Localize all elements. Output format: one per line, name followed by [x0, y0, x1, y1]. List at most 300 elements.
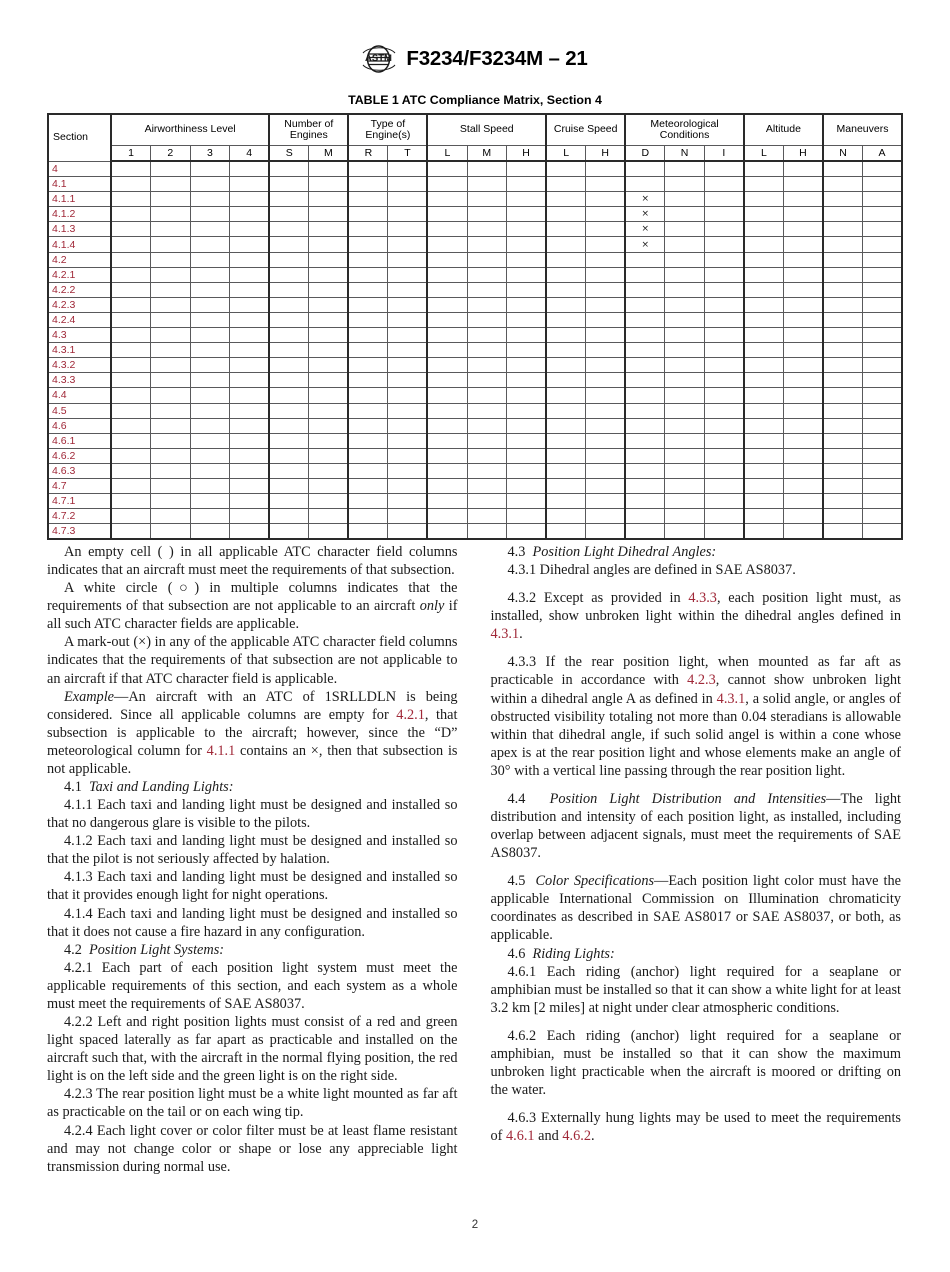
matrix-cell-number-of-engines-S[interactable]	[269, 448, 309, 463]
matrix-cell-cruise-speed-L[interactable]	[546, 267, 586, 282]
matrix-cell-maneuvers-A[interactable]	[863, 494, 903, 509]
matrix-cell-stall-speed-L[interactable]	[427, 192, 467, 207]
matrix-cell-type-of-engine-s--T[interactable]	[388, 222, 428, 237]
matrix-cell-airworthiness-level-3[interactable]	[190, 312, 230, 327]
matrix-cell-meteorological-conditions-N[interactable]	[665, 509, 705, 524]
matrix-cell-airworthiness-level-2[interactable]	[151, 478, 191, 493]
matrix-cell-type-of-engine-s--R[interactable]	[348, 297, 388, 312]
matrix-cell-airworthiness-level-1[interactable]	[111, 267, 151, 282]
matrix-cell-meteorological-conditions-N[interactable]	[665, 297, 705, 312]
matrix-cell-maneuvers-N[interactable]	[823, 328, 863, 343]
matrix-cell-stall-speed-L[interactable]	[427, 478, 467, 493]
matrix-cell-altitude-L[interactable]	[744, 403, 784, 418]
matrix-cell-number-of-engines-S[interactable]	[269, 192, 309, 207]
matrix-cell-stall-speed-M[interactable]	[467, 328, 507, 343]
matrix-cell-stall-speed-H[interactable]	[507, 433, 547, 448]
matrix-cell-cruise-speed-L[interactable]	[546, 509, 586, 524]
matrix-cell-altitude-H[interactable]	[783, 463, 823, 478]
matrix-cell-meteorological-conditions-D[interactable]	[625, 418, 665, 433]
matrix-cell-altitude-H[interactable]	[783, 237, 823, 252]
matrix-cell-meteorological-conditions-D[interactable]	[625, 509, 665, 524]
matrix-cell-airworthiness-level-2[interactable]	[151, 222, 191, 237]
matrix-cell-altitude-L[interactable]	[744, 524, 784, 540]
matrix-cell-maneuvers-A[interactable]	[863, 237, 903, 252]
matrix-cell-altitude-H[interactable]	[783, 177, 823, 192]
matrix-cell-airworthiness-level-4[interactable]	[230, 478, 270, 493]
matrix-cell-stall-speed-L[interactable]	[427, 312, 467, 327]
matrix-cell-airworthiness-level-4[interactable]	[230, 373, 270, 388]
matrix-cell-altitude-L[interactable]	[744, 267, 784, 282]
matrix-cell-type-of-engine-s--T[interactable]	[388, 312, 428, 327]
matrix-cell-stall-speed-M[interactable]	[467, 312, 507, 327]
matrix-cell-cruise-speed-H[interactable]	[586, 509, 626, 524]
matrix-cell-airworthiness-level-2[interactable]	[151, 433, 191, 448]
matrix-cell-maneuvers-A[interactable]	[863, 463, 903, 478]
matrix-cell-cruise-speed-L[interactable]	[546, 388, 586, 403]
matrix-cell-stall-speed-H[interactable]	[507, 312, 547, 327]
matrix-cell-airworthiness-level-4[interactable]	[230, 509, 270, 524]
matrix-cell-airworthiness-level-1[interactable]	[111, 312, 151, 327]
matrix-cell-number-of-engines-S[interactable]	[269, 494, 309, 509]
matrix-cell-altitude-L[interactable]	[744, 207, 784, 222]
matrix-cell-number-of-engines-M[interactable]	[309, 192, 349, 207]
matrix-cell-maneuvers-N[interactable]	[823, 222, 863, 237]
matrix-cell-number-of-engines-M[interactable]	[309, 222, 349, 237]
matrix-row-section[interactable]: 4.1	[48, 177, 111, 192]
matrix-cell-meteorological-conditions-D[interactable]: ×	[625, 237, 665, 252]
matrix-cell-stall-speed-M[interactable]	[467, 177, 507, 192]
matrix-cell-meteorological-conditions-I[interactable]	[704, 267, 744, 282]
matrix-cell-altitude-L[interactable]	[744, 373, 784, 388]
matrix-cell-airworthiness-level-4[interactable]	[230, 388, 270, 403]
matrix-cell-airworthiness-level-4[interactable]	[230, 448, 270, 463]
matrix-cell-stall-speed-H[interactable]	[507, 463, 547, 478]
matrix-cell-cruise-speed-H[interactable]	[586, 388, 626, 403]
matrix-cell-altitude-H[interactable]	[783, 403, 823, 418]
matrix-cell-meteorological-conditions-I[interactable]	[704, 448, 744, 463]
matrix-cell-meteorological-conditions-I[interactable]	[704, 403, 744, 418]
matrix-cell-airworthiness-level-3[interactable]	[190, 388, 230, 403]
matrix-cell-altitude-H[interactable]	[783, 192, 823, 207]
matrix-cell-cruise-speed-H[interactable]	[586, 373, 626, 388]
matrix-cell-airworthiness-level-3[interactable]	[190, 478, 230, 493]
matrix-cell-maneuvers-N[interactable]	[823, 161, 863, 177]
matrix-cell-airworthiness-level-3[interactable]	[190, 509, 230, 524]
matrix-cell-stall-speed-M[interactable]	[467, 433, 507, 448]
matrix-cell-number-of-engines-M[interactable]	[309, 328, 349, 343]
matrix-cell-airworthiness-level-4[interactable]	[230, 237, 270, 252]
matrix-cell-meteorological-conditions-N[interactable]	[665, 478, 705, 493]
matrix-cell-airworthiness-level-4[interactable]	[230, 524, 270, 540]
matrix-cell-type-of-engine-s--T[interactable]	[388, 478, 428, 493]
matrix-cell-type-of-engine-s--R[interactable]	[348, 343, 388, 358]
matrix-cell-cruise-speed-L[interactable]	[546, 192, 586, 207]
matrix-cell-airworthiness-level-2[interactable]	[151, 448, 191, 463]
matrix-cell-altitude-L[interactable]	[744, 282, 784, 297]
matrix-cell-meteorological-conditions-N[interactable]	[665, 373, 705, 388]
matrix-cell-airworthiness-level-3[interactable]	[190, 448, 230, 463]
matrix-row-section[interactable]: 4.3.1	[48, 343, 111, 358]
matrix-cell-stall-speed-L[interactable]	[427, 177, 467, 192]
matrix-cell-airworthiness-level-3[interactable]	[190, 267, 230, 282]
matrix-cell-altitude-L[interactable]	[744, 358, 784, 373]
matrix-cell-stall-speed-L[interactable]	[427, 222, 467, 237]
matrix-cell-airworthiness-level-2[interactable]	[151, 418, 191, 433]
matrix-cell-type-of-engine-s--T[interactable]	[388, 388, 428, 403]
matrix-cell-meteorological-conditions-D[interactable]	[625, 252, 665, 267]
matrix-cell-stall-speed-M[interactable]	[467, 237, 507, 252]
matrix-cell-stall-speed-H[interactable]	[507, 524, 547, 540]
matrix-cell-airworthiness-level-2[interactable]	[151, 207, 191, 222]
matrix-cell-type-of-engine-s--T[interactable]	[388, 267, 428, 282]
matrix-cell-stall-speed-H[interactable]	[507, 161, 547, 177]
matrix-cell-cruise-speed-L[interactable]	[546, 282, 586, 297]
matrix-cell-stall-speed-H[interactable]	[507, 448, 547, 463]
matrix-row-section[interactable]: 4.6.2	[48, 448, 111, 463]
matrix-cell-airworthiness-level-4[interactable]	[230, 418, 270, 433]
matrix-cell-altitude-H[interactable]	[783, 297, 823, 312]
matrix-cell-altitude-H[interactable]	[783, 418, 823, 433]
cross-ref-421[interactable]: 4.2.1	[396, 706, 425, 723]
matrix-cell-type-of-engine-s--T[interactable]	[388, 328, 428, 343]
matrix-cell-meteorological-conditions-D[interactable]	[625, 343, 665, 358]
matrix-row-section[interactable]: 4.7.1	[48, 494, 111, 509]
matrix-cell-number-of-engines-S[interactable]	[269, 282, 309, 297]
matrix-cell-altitude-H[interactable]	[783, 494, 823, 509]
matrix-cell-stall-speed-M[interactable]	[467, 297, 507, 312]
matrix-cell-altitude-H[interactable]	[783, 343, 823, 358]
matrix-cell-airworthiness-level-3[interactable]	[190, 177, 230, 192]
matrix-cell-meteorological-conditions-I[interactable]	[704, 328, 744, 343]
matrix-cell-number-of-engines-S[interactable]	[269, 373, 309, 388]
matrix-cell-meteorological-conditions-D[interactable]: ×	[625, 207, 665, 222]
matrix-cell-meteorological-conditions-D[interactable]	[625, 282, 665, 297]
matrix-cell-maneuvers-A[interactable]	[863, 267, 903, 282]
matrix-cell-stall-speed-L[interactable]	[427, 373, 467, 388]
matrix-cell-altitude-H[interactable]	[783, 358, 823, 373]
matrix-cell-maneuvers-N[interactable]	[823, 509, 863, 524]
matrix-row-section[interactable]: 4.2.3	[48, 297, 111, 312]
matrix-cell-maneuvers-A[interactable]	[863, 509, 903, 524]
matrix-cell-type-of-engine-s--R[interactable]	[348, 524, 388, 540]
matrix-cell-meteorological-conditions-N[interactable]	[665, 388, 705, 403]
matrix-cell-meteorological-conditions-D[interactable]	[625, 358, 665, 373]
matrix-cell-airworthiness-level-3[interactable]	[190, 222, 230, 237]
matrix-cell-maneuvers-A[interactable]	[863, 388, 903, 403]
matrix-cell-cruise-speed-H[interactable]	[586, 448, 626, 463]
matrix-cell-number-of-engines-M[interactable]	[309, 448, 349, 463]
matrix-cell-stall-speed-H[interactable]	[507, 282, 547, 297]
matrix-cell-cruise-speed-L[interactable]	[546, 358, 586, 373]
cross-ref-423[interactable]: 4.2.3	[687, 672, 716, 689]
matrix-cell-type-of-engine-s--R[interactable]	[348, 267, 388, 282]
matrix-cell-type-of-engine-s--T[interactable]	[388, 358, 428, 373]
matrix-cell-altitude-L[interactable]	[744, 252, 784, 267]
matrix-row-section[interactable]: 4.1.2	[48, 207, 111, 222]
matrix-cell-number-of-engines-S[interactable]	[269, 297, 309, 312]
matrix-cell-cruise-speed-L[interactable]	[546, 161, 586, 177]
matrix-cell-cruise-speed-L[interactable]	[546, 312, 586, 327]
matrix-cell-cruise-speed-L[interactable]	[546, 403, 586, 418]
matrix-cell-airworthiness-level-1[interactable]	[111, 403, 151, 418]
matrix-cell-cruise-speed-H[interactable]	[586, 343, 626, 358]
matrix-cell-meteorological-conditions-D[interactable]: ×	[625, 192, 665, 207]
matrix-cell-altitude-H[interactable]	[783, 282, 823, 297]
matrix-cell-type-of-engine-s--R[interactable]	[348, 161, 388, 177]
matrix-cell-stall-speed-H[interactable]	[507, 509, 547, 524]
matrix-cell-number-of-engines-S[interactable]	[269, 177, 309, 192]
matrix-cell-cruise-speed-H[interactable]	[586, 192, 626, 207]
cross-ref-462[interactable]: 4.6.2	[562, 1128, 591, 1145]
matrix-cell-meteorological-conditions-N[interactable]	[665, 433, 705, 448]
matrix-cell-maneuvers-N[interactable]	[823, 433, 863, 448]
matrix-cell-type-of-engine-s--R[interactable]	[348, 418, 388, 433]
matrix-cell-maneuvers-N[interactable]	[823, 207, 863, 222]
matrix-cell-maneuvers-A[interactable]	[863, 433, 903, 448]
matrix-cell-meteorological-conditions-I[interactable]	[704, 237, 744, 252]
matrix-row-section[interactable]: 4.3	[48, 328, 111, 343]
matrix-cell-airworthiness-level-2[interactable]	[151, 328, 191, 343]
matrix-cell-cruise-speed-H[interactable]	[586, 524, 626, 540]
matrix-row-section[interactable]: 4.6.3	[48, 463, 111, 478]
matrix-row-section[interactable]: 4	[48, 161, 111, 177]
matrix-cell-number-of-engines-M[interactable]	[309, 343, 349, 358]
matrix-cell-airworthiness-level-4[interactable]	[230, 358, 270, 373]
matrix-cell-cruise-speed-L[interactable]	[546, 237, 586, 252]
matrix-cell-airworthiness-level-4[interactable]	[230, 433, 270, 448]
matrix-cell-maneuvers-A[interactable]	[863, 312, 903, 327]
matrix-cell-cruise-speed-H[interactable]	[586, 177, 626, 192]
matrix-cell-stall-speed-M[interactable]	[467, 282, 507, 297]
matrix-cell-meteorological-conditions-D[interactable]	[625, 161, 665, 177]
matrix-cell-stall-speed-L[interactable]	[427, 252, 467, 267]
matrix-cell-stall-speed-H[interactable]	[507, 388, 547, 403]
matrix-cell-cruise-speed-L[interactable]	[546, 478, 586, 493]
matrix-cell-type-of-engine-s--R[interactable]	[348, 478, 388, 493]
matrix-cell-maneuvers-N[interactable]	[823, 403, 863, 418]
matrix-cell-airworthiness-level-1[interactable]	[111, 448, 151, 463]
matrix-cell-maneuvers-N[interactable]	[823, 343, 863, 358]
matrix-cell-airworthiness-level-2[interactable]	[151, 282, 191, 297]
matrix-cell-airworthiness-level-2[interactable]	[151, 161, 191, 177]
matrix-cell-stall-speed-M[interactable]	[467, 463, 507, 478]
matrix-cell-number-of-engines-S[interactable]	[269, 509, 309, 524]
matrix-cell-cruise-speed-L[interactable]	[546, 252, 586, 267]
matrix-cell-maneuvers-N[interactable]	[823, 448, 863, 463]
matrix-cell-airworthiness-level-1[interactable]	[111, 463, 151, 478]
matrix-cell-stall-speed-H[interactable]	[507, 418, 547, 433]
matrix-cell-airworthiness-level-4[interactable]	[230, 328, 270, 343]
matrix-cell-stall-speed-L[interactable]	[427, 343, 467, 358]
matrix-cell-cruise-speed-L[interactable]	[546, 494, 586, 509]
matrix-cell-altitude-H[interactable]	[783, 433, 823, 448]
matrix-cell-cruise-speed-L[interactable]	[546, 328, 586, 343]
matrix-cell-type-of-engine-s--T[interactable]	[388, 509, 428, 524]
matrix-cell-altitude-L[interactable]	[744, 161, 784, 177]
matrix-cell-meteorological-conditions-N[interactable]	[665, 358, 705, 373]
matrix-cell-number-of-engines-S[interactable]	[269, 478, 309, 493]
matrix-cell-altitude-L[interactable]	[744, 312, 784, 327]
matrix-row-section[interactable]: 4.6.1	[48, 433, 111, 448]
matrix-cell-number-of-engines-M[interactable]	[309, 463, 349, 478]
matrix-cell-airworthiness-level-4[interactable]	[230, 252, 270, 267]
matrix-cell-airworthiness-level-1[interactable]	[111, 177, 151, 192]
matrix-cell-number-of-engines-M[interactable]	[309, 433, 349, 448]
matrix-cell-maneuvers-A[interactable]	[863, 358, 903, 373]
matrix-cell-maneuvers-A[interactable]	[863, 161, 903, 177]
matrix-cell-altitude-L[interactable]	[744, 328, 784, 343]
matrix-cell-meteorological-conditions-N[interactable]	[665, 312, 705, 327]
matrix-cell-type-of-engine-s--R[interactable]	[348, 207, 388, 222]
matrix-cell-stall-speed-M[interactable]	[467, 524, 507, 540]
matrix-cell-meteorological-conditions-I[interactable]	[704, 177, 744, 192]
matrix-cell-meteorological-conditions-I[interactable]	[704, 161, 744, 177]
matrix-cell-number-of-engines-M[interactable]	[309, 267, 349, 282]
matrix-cell-type-of-engine-s--T[interactable]	[388, 373, 428, 388]
matrix-cell-stall-speed-H[interactable]	[507, 297, 547, 312]
matrix-cell-airworthiness-level-2[interactable]	[151, 343, 191, 358]
matrix-cell-stall-speed-L[interactable]	[427, 418, 467, 433]
matrix-cell-number-of-engines-M[interactable]	[309, 297, 349, 312]
matrix-cell-airworthiness-level-3[interactable]	[190, 358, 230, 373]
matrix-cell-altitude-H[interactable]	[783, 222, 823, 237]
matrix-cell-altitude-L[interactable]	[744, 463, 784, 478]
matrix-cell-stall-speed-L[interactable]	[427, 448, 467, 463]
matrix-cell-airworthiness-level-2[interactable]	[151, 297, 191, 312]
matrix-cell-airworthiness-level-3[interactable]	[190, 403, 230, 418]
matrix-cell-airworthiness-level-1[interactable]	[111, 358, 151, 373]
matrix-cell-meteorological-conditions-D[interactable]	[625, 448, 665, 463]
matrix-row-section[interactable]: 4.2.4	[48, 312, 111, 327]
matrix-cell-type-of-engine-s--T[interactable]	[388, 207, 428, 222]
matrix-cell-cruise-speed-L[interactable]	[546, 207, 586, 222]
matrix-cell-altitude-H[interactable]	[783, 328, 823, 343]
matrix-cell-meteorological-conditions-D[interactable]	[625, 524, 665, 540]
matrix-cell-airworthiness-level-3[interactable]	[190, 192, 230, 207]
matrix-cell-airworthiness-level-3[interactable]	[190, 161, 230, 177]
matrix-cell-stall-speed-H[interactable]	[507, 192, 547, 207]
matrix-cell-type-of-engine-s--T[interactable]	[388, 237, 428, 252]
matrix-cell-meteorological-conditions-N[interactable]	[665, 343, 705, 358]
matrix-row-section[interactable]: 4.2.2	[48, 282, 111, 297]
matrix-cell-meteorological-conditions-N[interactable]	[665, 463, 705, 478]
matrix-cell-maneuvers-A[interactable]	[863, 177, 903, 192]
matrix-cell-stall-speed-M[interactable]	[467, 388, 507, 403]
matrix-cell-number-of-engines-M[interactable]	[309, 282, 349, 297]
matrix-cell-maneuvers-A[interactable]	[863, 252, 903, 267]
matrix-cell-number-of-engines-S[interactable]	[269, 252, 309, 267]
matrix-cell-stall-speed-M[interactable]	[467, 161, 507, 177]
matrix-cell-stall-speed-L[interactable]	[427, 358, 467, 373]
matrix-cell-meteorological-conditions-D[interactable]	[625, 267, 665, 282]
matrix-cell-meteorological-conditions-I[interactable]	[704, 343, 744, 358]
cross-ref-433[interactable]: 4.3.3	[688, 590, 717, 607]
matrix-cell-airworthiness-level-1[interactable]	[111, 509, 151, 524]
matrix-cell-airworthiness-level-2[interactable]	[151, 388, 191, 403]
matrix-row-section[interactable]: 4.3.3	[48, 373, 111, 388]
matrix-cell-meteorological-conditions-I[interactable]	[704, 524, 744, 540]
matrix-cell-cruise-speed-H[interactable]	[586, 478, 626, 493]
matrix-cell-altitude-L[interactable]	[744, 418, 784, 433]
matrix-cell-airworthiness-level-2[interactable]	[151, 358, 191, 373]
matrix-cell-meteorological-conditions-I[interactable]	[704, 252, 744, 267]
matrix-row-section[interactable]: 4.3.2	[48, 358, 111, 373]
matrix-cell-number-of-engines-S[interactable]	[269, 388, 309, 403]
matrix-cell-stall-speed-L[interactable]	[427, 237, 467, 252]
matrix-row-section[interactable]: 4.5	[48, 403, 111, 418]
matrix-cell-meteorological-conditions-N[interactable]	[665, 207, 705, 222]
matrix-cell-meteorological-conditions-N[interactable]	[665, 177, 705, 192]
matrix-cell-meteorological-conditions-N[interactable]	[665, 222, 705, 237]
matrix-cell-airworthiness-level-4[interactable]	[230, 297, 270, 312]
matrix-cell-meteorological-conditions-N[interactable]	[665, 237, 705, 252]
matrix-cell-altitude-L[interactable]	[744, 433, 784, 448]
matrix-cell-airworthiness-level-1[interactable]	[111, 388, 151, 403]
matrix-cell-type-of-engine-s--R[interactable]	[348, 509, 388, 524]
matrix-cell-number-of-engines-S[interactable]	[269, 328, 309, 343]
matrix-cell-cruise-speed-H[interactable]	[586, 463, 626, 478]
matrix-cell-type-of-engine-s--R[interactable]	[348, 494, 388, 509]
matrix-cell-cruise-speed-H[interactable]	[586, 222, 626, 237]
matrix-cell-airworthiness-level-3[interactable]	[190, 524, 230, 540]
matrix-cell-meteorological-conditions-I[interactable]	[704, 358, 744, 373]
matrix-cell-cruise-speed-H[interactable]	[586, 328, 626, 343]
matrix-cell-airworthiness-level-1[interactable]	[111, 297, 151, 312]
matrix-cell-airworthiness-level-2[interactable]	[151, 509, 191, 524]
matrix-cell-type-of-engine-s--T[interactable]	[388, 524, 428, 540]
matrix-cell-stall-speed-L[interactable]	[427, 388, 467, 403]
matrix-cell-airworthiness-level-1[interactable]	[111, 373, 151, 388]
matrix-cell-airworthiness-level-2[interactable]	[151, 267, 191, 282]
matrix-cell-meteorological-conditions-D[interactable]	[625, 312, 665, 327]
matrix-cell-meteorological-conditions-D[interactable]: ×	[625, 222, 665, 237]
matrix-cell-maneuvers-A[interactable]	[863, 328, 903, 343]
matrix-cell-maneuvers-N[interactable]	[823, 312, 863, 327]
matrix-cell-number-of-engines-M[interactable]	[309, 509, 349, 524]
matrix-cell-cruise-speed-L[interactable]	[546, 222, 586, 237]
matrix-cell-meteorological-conditions-D[interactable]	[625, 478, 665, 493]
matrix-cell-meteorological-conditions-N[interactable]	[665, 418, 705, 433]
matrix-cell-stall-speed-M[interactable]	[467, 358, 507, 373]
matrix-cell-meteorological-conditions-I[interactable]	[704, 509, 744, 524]
matrix-cell-type-of-engine-s--T[interactable]	[388, 161, 428, 177]
matrix-cell-cruise-speed-L[interactable]	[546, 463, 586, 478]
matrix-cell-airworthiness-level-4[interactable]	[230, 282, 270, 297]
matrix-cell-number-of-engines-M[interactable]	[309, 478, 349, 493]
matrix-cell-airworthiness-level-3[interactable]	[190, 343, 230, 358]
matrix-cell-number-of-engines-S[interactable]	[269, 161, 309, 177]
matrix-cell-airworthiness-level-1[interactable]	[111, 192, 151, 207]
matrix-cell-maneuvers-N[interactable]	[823, 478, 863, 493]
matrix-cell-altitude-L[interactable]	[744, 509, 784, 524]
matrix-cell-meteorological-conditions-I[interactable]	[704, 418, 744, 433]
matrix-cell-stall-speed-M[interactable]	[467, 343, 507, 358]
matrix-cell-airworthiness-level-1[interactable]	[111, 282, 151, 297]
cross-ref-431-b[interactable]: 4.3.1	[716, 690, 746, 707]
matrix-cell-cruise-speed-H[interactable]	[586, 418, 626, 433]
matrix-cell-meteorological-conditions-N[interactable]	[665, 403, 705, 418]
matrix-cell-maneuvers-A[interactable]	[863, 418, 903, 433]
matrix-cell-number-of-engines-S[interactable]	[269, 463, 309, 478]
matrix-cell-maneuvers-A[interactable]	[863, 448, 903, 463]
matrix-cell-meteorological-conditions-I[interactable]	[704, 433, 744, 448]
matrix-cell-stall-speed-L[interactable]	[427, 463, 467, 478]
matrix-cell-airworthiness-level-3[interactable]	[190, 494, 230, 509]
matrix-cell-airworthiness-level-2[interactable]	[151, 373, 191, 388]
matrix-cell-altitude-H[interactable]	[783, 312, 823, 327]
matrix-cell-stall-speed-H[interactable]	[507, 373, 547, 388]
matrix-cell-maneuvers-N[interactable]	[823, 418, 863, 433]
